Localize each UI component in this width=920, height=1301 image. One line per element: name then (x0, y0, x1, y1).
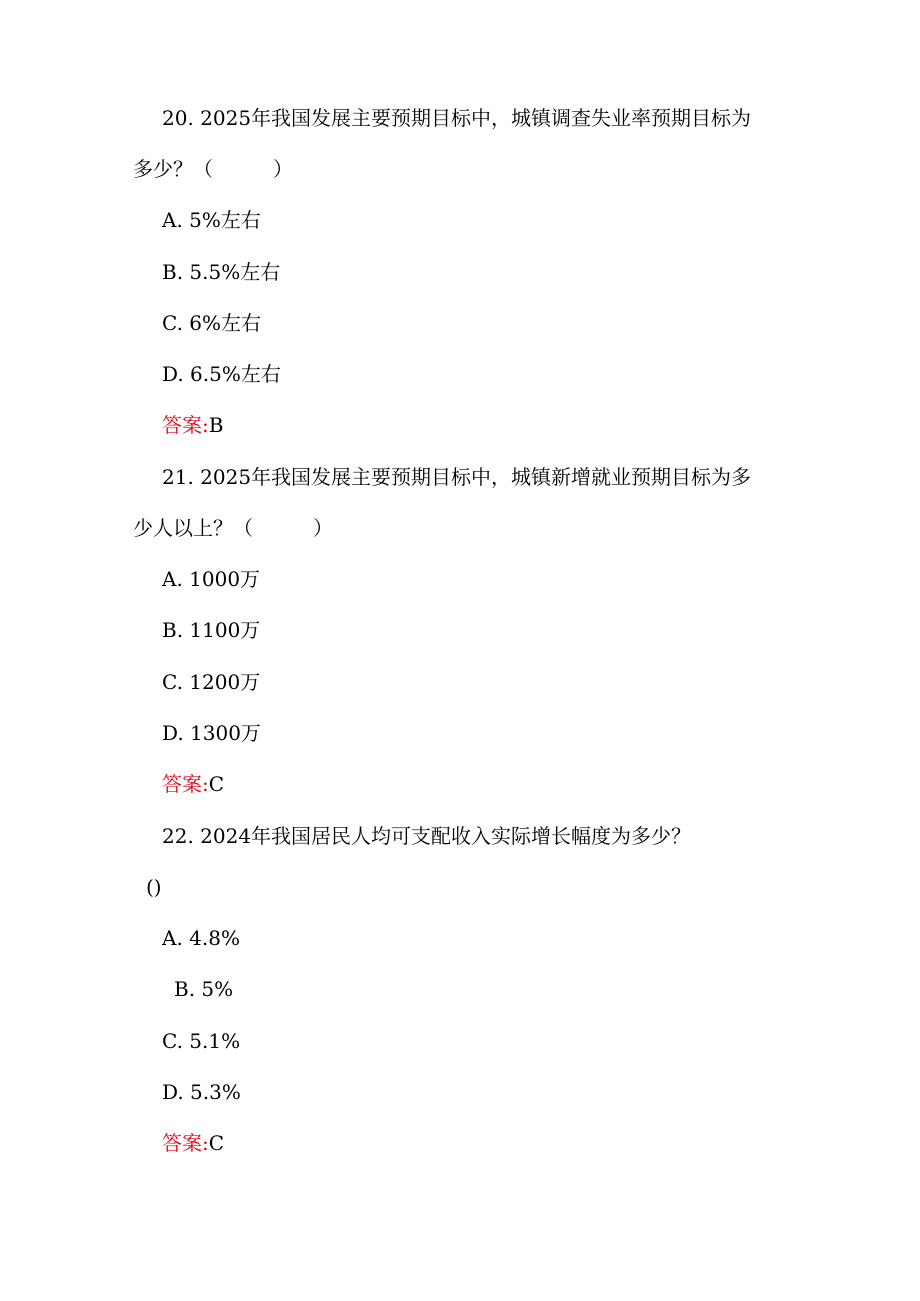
answer-value: C (208, 1131, 225, 1155)
question-22-option-b: B. 5% (174, 977, 234, 1001)
question-22-option-d: D. 5.3% (162, 1080, 241, 1104)
question-20-option-c: C. 6%左右 (162, 311, 262, 335)
question-21-option-b: B. 1100万 (162, 618, 261, 642)
question-22-option-a: A. 4.8% (162, 926, 240, 950)
question-22-option-c: C. 5.1% (162, 1029, 241, 1053)
question-20-option-d: D. 6.5%左右 (162, 362, 281, 386)
question-20-answer (162, 413, 223, 437)
question-22-stem-line1: 22. 2024年我国居民人均可支配收入实际增长幅度为多少？ (162, 824, 692, 848)
question-22-answer (162, 1131, 224, 1155)
answer-label: 答案: (162, 772, 209, 796)
question-20-option-a: A. 5%左右 (162, 208, 261, 232)
answer-value: B (208, 413, 224, 437)
answer-label: 答案: (162, 1131, 209, 1155)
question-22-stem-line2: () (146, 875, 162, 899)
question-20-stem-line1: 20. 2025年我国发展主要预期目标中，城镇调查失业率预期目标为 (162, 106, 752, 130)
question-21-option-a: A. 1000万 (162, 567, 261, 591)
question-20-stem-line2: 多少？（ ） (133, 157, 293, 181)
answer-value: C (208, 772, 225, 796)
question-21-option-c: C. 1200万 (162, 670, 261, 694)
question-21-stem-line1: 21. 2025年我国发展主要预期目标中，城镇新增就业预期目标为多 (162, 465, 752, 489)
question-21-answer (162, 772, 224, 796)
answer-label: 答案: (162, 413, 209, 437)
question-20-option-b: B. 5.5%左右 (162, 260, 281, 284)
question-21-option-d: D. 1300万 (162, 721, 261, 745)
question-21-stem-line2: 少人以上？（ ） (133, 516, 333, 540)
